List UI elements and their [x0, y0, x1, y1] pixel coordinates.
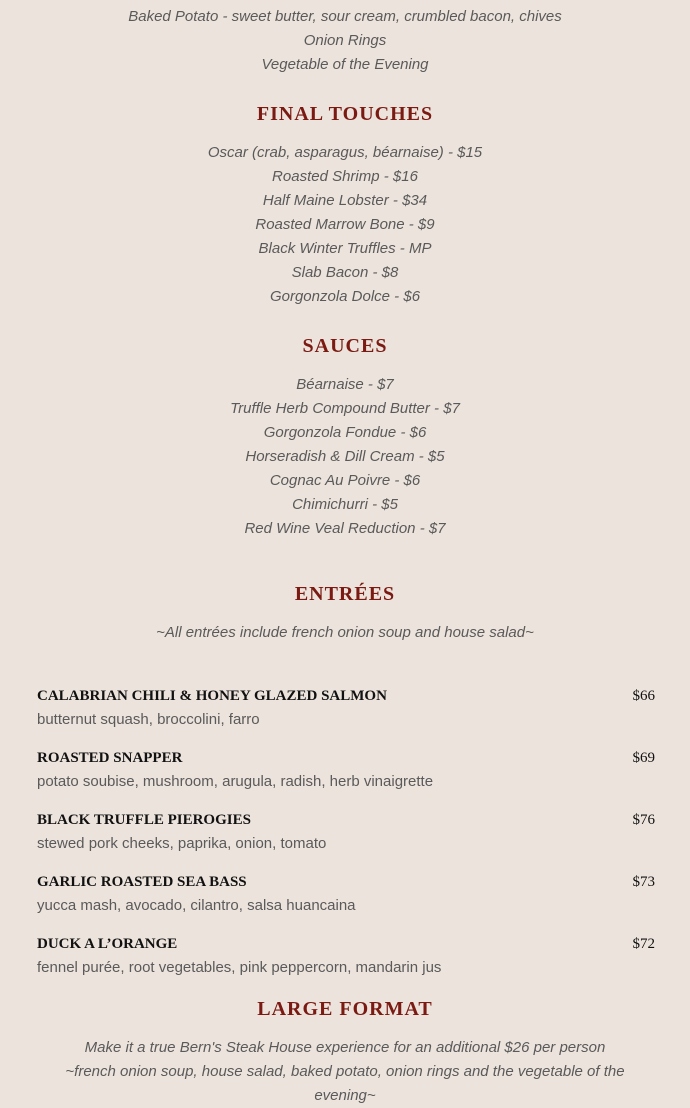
final-touch-item: Black Winter Truffles - MP: [258, 240, 432, 257]
sauce-item: Horseradish & Dill Cream - $5: [245, 448, 445, 465]
sauce-item: Gorgonzola Fondue - $6: [263, 424, 427, 441]
entree-description: yucca mash, avocado, cilantro, salsa huancaina: [37, 897, 356, 914]
entree-description: stewed pork cheeks, paprika, onion, tomato: [37, 835, 327, 852]
final-touches-heading: FINAL TOUCHES: [256, 103, 434, 125]
large-format-heading: LARGE FORMAT: [257, 998, 433, 1020]
sauce-item: Red Wine Veal Reduction - $7: [244, 520, 446, 537]
entree-price: $72: [632, 936, 655, 952]
sauce-item: Truffle Herb Compound Butter - $7: [230, 400, 460, 417]
entree-price: $66: [632, 688, 655, 704]
entree-price: $69: [632, 750, 655, 766]
entree-price: $73: [632, 874, 655, 890]
entrees-heading: ENTRÉES: [294, 583, 396, 605]
entree-description: potato soubise, mushroom, arugula, radish, herb vinaigrette: [37, 773, 434, 790]
sauces-heading: SAUCES: [302, 335, 388, 357]
sauce-item: Cognac Au Poivre - $6: [269, 472, 421, 489]
final-touch-item: Roasted Shrimp - $16: [272, 168, 418, 185]
large-format-line: evening~: [314, 1087, 376, 1104]
side-item-onion-rings: Onion Rings: [303, 32, 387, 49]
entree-name: ROASTED SNAPPER: [37, 750, 183, 766]
side-item-baked-potato: Baked Potato - sweet butter, sour cream, crumbled bacon, chives: [128, 8, 562, 25]
final-touch-item: Slab Bacon - $8: [291, 264, 399, 281]
large-format-line: ~french onion soup, house salad, baked potato, onion rings and the vegetable of the: [65, 1063, 625, 1080]
entree-name: BLACK TRUFFLE PIEROGIES: [37, 812, 251, 828]
sauce-item: Béarnaise - $7: [296, 376, 394, 393]
final-touch-item: Half Maine Lobster - $34: [262, 192, 428, 209]
final-touch-item: Roasted Marrow Bone - $9: [255, 216, 435, 233]
final-touch-item: Oscar (crab, asparagus, béarnaise) - $15: [207, 144, 483, 161]
large-format-line: Make it a true Bern's Steak House experience for an additional $26 per person: [84, 1039, 606, 1056]
final-touch-item: Gorgonzola Dolce - $6: [269, 288, 421, 305]
entree-name: GARLIC ROASTED SEA BASS: [37, 874, 247, 890]
entrees-note: ~All entrées include french onion soup and house salad~: [156, 624, 534, 641]
side-item-vegetable: Vegetable of the Evening: [261, 56, 429, 73]
entree-name: DUCK A L’ORANGE: [37, 936, 178, 952]
entree-description: butternut squash, broccolini, farro: [37, 711, 260, 728]
entree-name: CALABRIAN CHILI & HONEY GLAZED SALMON: [37, 688, 387, 704]
entree-description: fennel purée, root vegetables, pink peppercorn, mandarin jus: [37, 959, 442, 976]
entree-price: $76: [632, 812, 655, 828]
sauce-item: Chimichurri - $5: [292, 496, 398, 513]
